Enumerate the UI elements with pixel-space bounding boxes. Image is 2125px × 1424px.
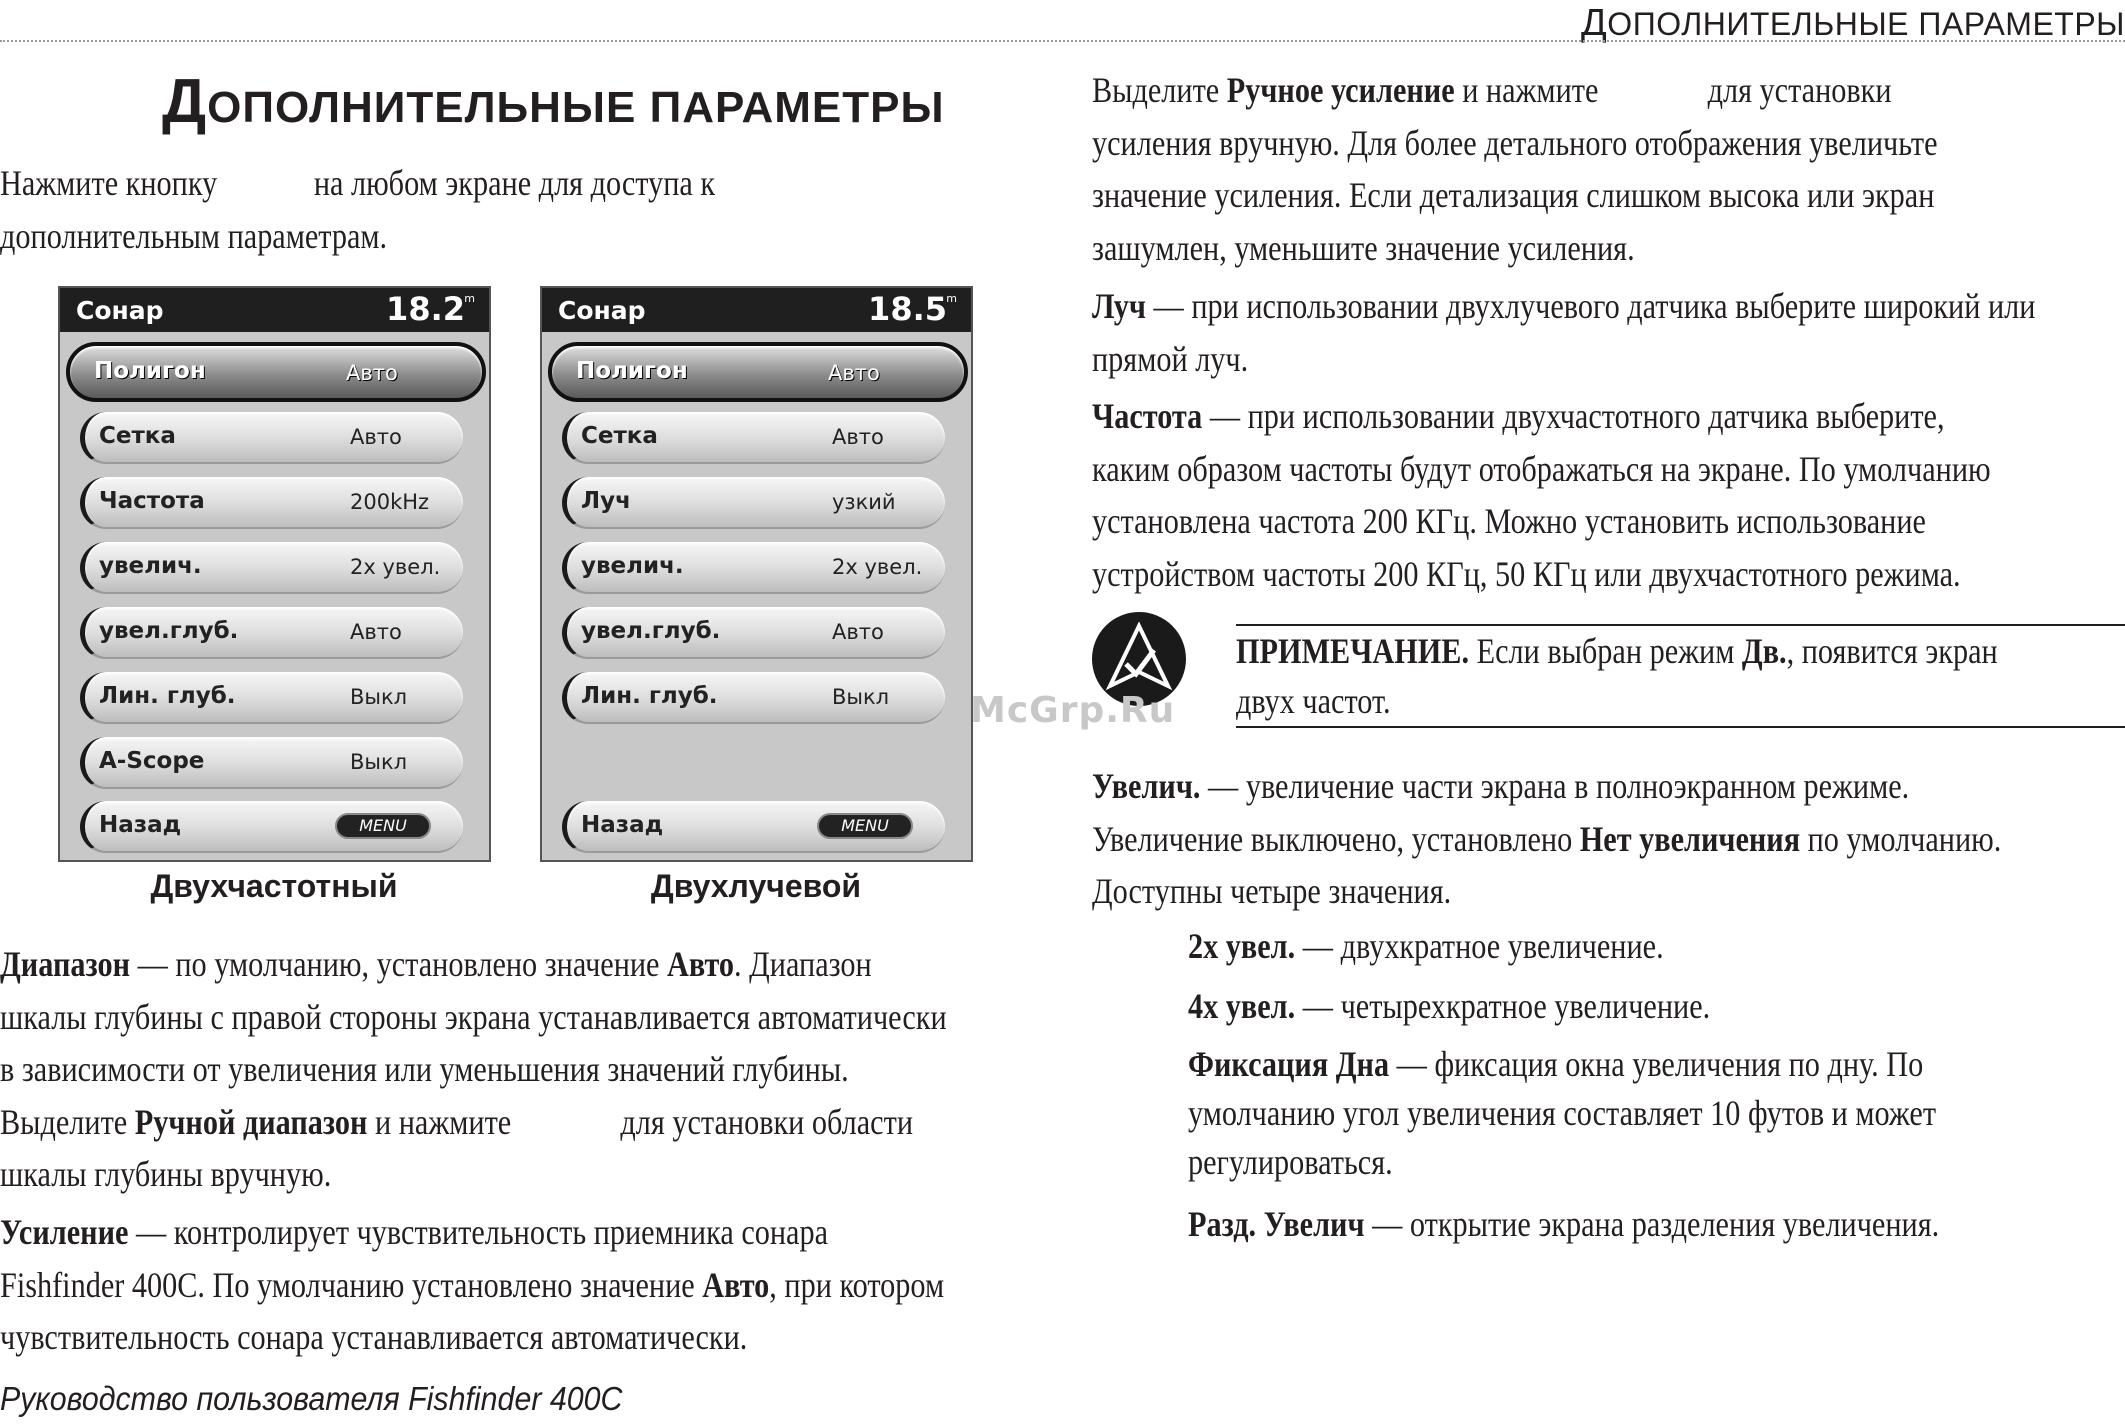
watermark: McGrp.Ru: [970, 690, 1176, 731]
menu-button[interactable]: MENU: [817, 813, 913, 839]
zoom-option-bottom-lock: Фиксация Дна — фиксация окна увеличения по дну. По умолчанию угол увеличения составляет 10 футов и может регулироваться.: [1188, 1044, 1937, 1182]
screen-title-bar: Сонар 18.5 m: [542, 288, 971, 332]
gain-paragraph: Усиление — контролирует чувствительность приемника сонара Fishfinder 400C. По умолчанию установлено значение Авто, при котором чувствительность сонара устанавливается автоматически.: [0, 1212, 945, 1357]
caption-dual-frequency: Двухчастотный: [150, 868, 398, 904]
note-rule-bottom: [1236, 726, 2125, 728]
sonar-screen-dual-frequency: [58, 286, 491, 862]
menu-item-a-scope[interactable]: A-Scope Выкл: [80, 737, 463, 789]
menu-item-depth-line[interactable]: Лин. глуб. Выкл: [80, 672, 463, 724]
menu-item-grid[interactable]: Сетка Авто: [80, 412, 463, 464]
menu-item-frequency[interactable]: Частота 200kHz: [80, 477, 463, 529]
menu-item-zoom[interactable]: увелич. 2x увел.: [80, 542, 463, 594]
sonar-screen-dual-beam: [540, 286, 973, 862]
running-header: ДОПОЛНИТЕЛЬНЫЕ ПАРАМЕТРЫ: [1581, 2, 2125, 44]
caption-dual-beam: Двухлучевой: [650, 868, 862, 904]
menu-item-beam[interactable]: Луч узкий: [562, 477, 945, 529]
range-paragraph: Диапазон — по умолчанию, установлено значение Авто. Диапазон шкалы глубины с правой стороны экрана устанавливается автоматически в зависимости от увеличения или уменьшения значений глубины. Выделите Ручной диапазон и нажмите для установки области шкалы глубины вручную.: [0, 944, 947, 1194]
menu-item-polygon[interactable]: Полигон Авто: [66, 342, 486, 402]
menu-item-grid[interactable]: Сетка Авто: [562, 412, 945, 464]
beam-paragraph: Луч — при использовании двухлучевого датчика выберите широкий или прямой луч.: [1092, 286, 2036, 379]
page-title: ДОПОЛНИТЕЛЬНЫЕ ПАРАМЕТРЫ: [162, 67, 945, 136]
screen-title-bar: Сонар 18.2 m: [60, 288, 489, 332]
manual-gain-paragraph: Выделите Ручное усиление и нажмите для установки усиления вручную. Для более детального отображения увеличьте значение усиления. Если детализация слишком высока или экран зашумлен, уменьшите значение усиления.: [1092, 70, 1938, 268]
menu-item-back[interactable]: Назад MENU: [80, 801, 463, 853]
menu-item-polygon[interactable]: Полигон Авто: [548, 342, 968, 402]
zoom-option-split: Разд. Увелич — открытие экрана разделения увеличения.: [1188, 1204, 1940, 1244]
zoom-paragraph: Увелич. — увеличение части экрана в полноэкранном режиме. Увеличение выключено, установлено Нет увеличения по умолчанию. Доступны четыре значения.: [1092, 766, 2002, 911]
zoom-option-2x: 2x увел. — двухкратное увеличение.: [1188, 926, 1664, 966]
note-paragraph: ПРИМЕЧАНИЕ. Если выбран режим Дв., появится экран двух частот.: [1236, 631, 1998, 721]
menu-item-depth-zoom[interactable]: увел.глуб. Авто: [562, 607, 945, 659]
menu-button[interactable]: MENU: [335, 813, 431, 839]
header-rule: [0, 40, 2125, 42]
menu-item-zoom[interactable]: увелич. 2x увел.: [562, 542, 945, 594]
intro-paragraph: Нажмите кнопку на любом экране для доступа к дополнительным параметрам.: [0, 163, 716, 256]
menu-item-depth-line[interactable]: Лин. глуб. Выкл: [562, 672, 945, 724]
zoom-option-4x: 4x увел. — четырехкратное увеличение.: [1188, 986, 1711, 1026]
footer: Руководство пользователя Fishfinder 400C: [0, 1380, 623, 1417]
frequency-paragraph: Частота — при использовании двухчастотного датчика выберите, каким образом частоты будут отображаться на экране. По умолчанию установлена частота 200 КГц. Можно установить использование устройством частоты 200 КГц, 50 КГц или двухчастотного режима.: [1092, 396, 1991, 594]
menu-item-depth-zoom[interactable]: увел.глуб. Авто: [80, 607, 463, 659]
menu-item-back[interactable]: Назад MENU: [562, 801, 945, 853]
